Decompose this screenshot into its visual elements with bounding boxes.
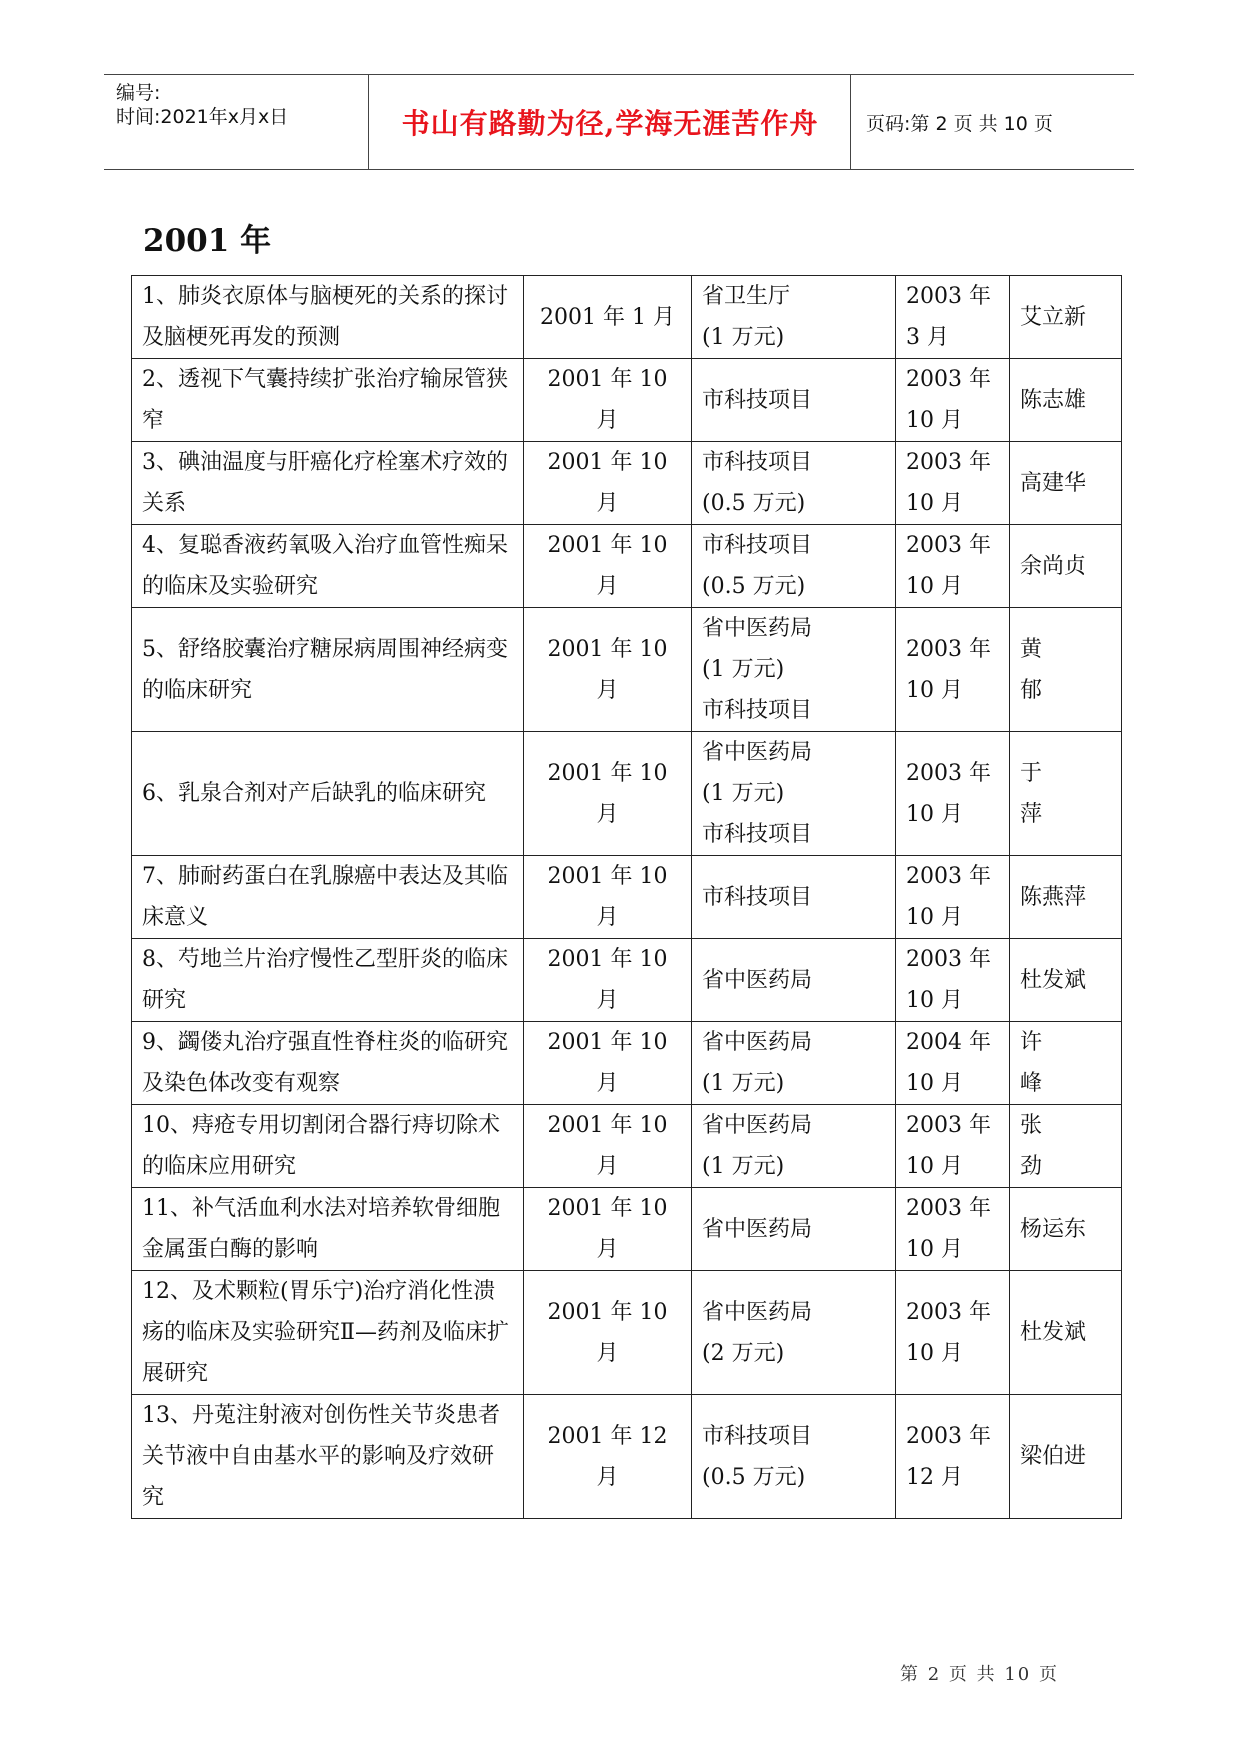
funding-source-line: 省中医药局 [702, 1030, 813, 1055]
project-title-cell: 1、肺炎衣原体与脑梗死的关系的探讨及脑梗死再发的预测 [132, 276, 524, 359]
funding-source-line: 省中医药局 [702, 1299, 813, 1325]
header-motto-cell [370, 75, 851, 169]
funding-source-line: 市科技项目 [702, 387, 813, 413]
start-date-cell: 2001 年 10 月 [524, 856, 692, 939]
end-date-cell [896, 525, 1010, 608]
project-title-cell: 9、蠲偻丸治疗强直性脊柱炎的临研究及染色体改变有观察 [132, 1022, 524, 1105]
table-row [132, 1022, 1122, 1105]
table-row [132, 1271, 1122, 1395]
end-date-line: 2003 年 [906, 450, 991, 475]
project-table-body [132, 276, 1122, 1519]
end-date-cell [896, 1395, 1010, 1519]
person-cell: 余尚贞 [1010, 525, 1122, 608]
end-date-cell [896, 608, 1010, 732]
person-cell: 陈燕萍 [1010, 856, 1122, 939]
table-row [132, 608, 1122, 732]
person-cell: 杜发斌 [1010, 939, 1122, 1022]
project-title-cell: 7、肺耐药蛋白在乳腺癌中表达及其临床意义 [132, 856, 524, 939]
person-cell: 于萍 [1010, 732, 1122, 856]
person-cell: 艾立新 [1010, 276, 1122, 359]
funding-source-line: 市科技项目 [702, 450, 813, 475]
project-title-cell: 10、痔疮专用切割闭合器行痔切除术的临床应用研究 [132, 1105, 524, 1188]
table-row [132, 939, 1122, 1022]
funding-source-line: (1 万元) [702, 1071, 785, 1096]
end-date-line: 10 月 [906, 574, 963, 599]
end-date-line: 10 月 [906, 408, 963, 433]
funding-source-line: (0.5 万元) [702, 1464, 806, 1490]
funding-source-cell [692, 1105, 896, 1188]
end-date-cell [896, 442, 1010, 525]
funding-source-line: (2 万元) [702, 1340, 785, 1366]
table-row [132, 525, 1122, 608]
funding-source-line: 市科技项目 [702, 533, 813, 558]
end-date-line: 2003 年 [906, 367, 991, 392]
end-date-line: 12 月 [906, 1464, 963, 1490]
start-date-cell: 2001 年 10 月 [524, 525, 692, 608]
start-date-cell: 2001 年 10 月 [524, 732, 692, 856]
end-date-cell [896, 1105, 1010, 1188]
end-date-line: 10 月 [906, 1154, 963, 1179]
project-title-cell: 3、碘油温度与肝癌化疗栓塞术疗效的关系 [132, 442, 524, 525]
table-row [132, 1395, 1122, 1519]
end-date-line: 2003 年 [906, 1196, 991, 1221]
end-date-line: 10 月 [906, 677, 963, 703]
start-date-cell: 2001 年 1 月 [524, 276, 692, 359]
funding-source-line: 市科技项目 [702, 698, 813, 723]
end-date-line: 10 月 [906, 905, 963, 930]
project-title-cell: 11、补气活血利水法对培养软骨细胞金属蛋白酶的影响 [132, 1188, 524, 1271]
funding-source-line: (1 万元) [702, 657, 785, 682]
funding-source-cell [692, 608, 896, 732]
end-date-line: 10 月 [906, 801, 963, 827]
person-cell: 杨运东 [1010, 1188, 1122, 1271]
end-date-line: 2003 年 [906, 533, 991, 558]
project-title-cell: 6、乳泉合剂对产后缺乳的临床研究 [132, 732, 524, 856]
table-row [132, 442, 1122, 525]
project-title-cell: 2、透视下气囊持续扩张治疗输尿管狭窄 [132, 359, 524, 442]
section-title: 2001 年 [143, 223, 272, 259]
header-motto: 书山有路勤为径,学海无涯苦作舟 [401, 107, 819, 140]
funding-source-line: 省中医药局 [702, 616, 813, 641]
funding-source-line: 省中医药局 [702, 740, 813, 765]
end-date-cell [896, 1271, 1010, 1395]
end-date-line: 10 月 [906, 1071, 963, 1096]
end-date-line: 10 月 [906, 1340, 963, 1366]
end-date-line: 2003 年 [906, 284, 991, 309]
project-title-cell: 13、丹莵注射液对创伤性关节炎患者关节液中自由基水平的影响及疗效研究 [132, 1395, 524, 1519]
end-date-line: 3 月 [906, 325, 949, 350]
funding-source-line: 省卫生厅 [702, 284, 791, 309]
end-date-cell [896, 1022, 1010, 1105]
funding-source-cell [692, 525, 896, 608]
funding-source-cell [692, 359, 896, 442]
project-title-cell: 4、复聪香液药氧吸入治疗血管性痴呆的临床及实验研究 [132, 525, 524, 608]
header-page-info: 页码:第 2 页 共 10 页 [866, 112, 1053, 135]
start-date-cell: 2001 年 10 月 [524, 1022, 692, 1105]
funding-source-cell [692, 1022, 896, 1105]
person-cell: 杜发斌 [1010, 1271, 1122, 1395]
funding-source-cell [692, 442, 896, 525]
funding-source-cell [692, 1188, 896, 1271]
funding-source-cell [692, 732, 896, 856]
end-date-cell [896, 1188, 1010, 1271]
project-title-cell: 8、芍地兰片治疗慢性乙型肝炎的临床研究 [132, 939, 524, 1022]
project-title-cell: 5、舒络胶囊治疗糖尿病周围神经病变的临床研究 [132, 608, 524, 732]
table-row [132, 1188, 1122, 1271]
start-date-cell: 2001 年 10 月 [524, 442, 692, 525]
start-date-cell: 2001 年 10 月 [524, 1188, 692, 1271]
end-date-line: 10 月 [906, 491, 963, 516]
funding-source-line: 省中医药局 [702, 1216, 813, 1242]
funding-source-line: (1 万元) [702, 325, 785, 350]
person-cell: 高建华 [1010, 442, 1122, 525]
end-date-cell [896, 856, 1010, 939]
end-date-line: 2003 年 [906, 1299, 991, 1325]
funding-source-line: 市科技项目 [702, 1423, 813, 1449]
funding-source-cell [692, 856, 896, 939]
start-date-cell: 2001 年 10 月 [524, 939, 692, 1022]
end-date-line: 2003 年 [906, 864, 991, 889]
end-date-line: 2004 年 [906, 1030, 991, 1055]
person-cell: 张劲 [1010, 1105, 1122, 1188]
funding-source-cell [692, 1271, 896, 1395]
end-date-line: 2003 年 [906, 947, 991, 972]
end-date-line: 2003 年 [906, 1113, 991, 1138]
person-cell: 陈志雄 [1010, 359, 1122, 442]
start-date-cell: 2001 年 12 月 [524, 1395, 692, 1519]
end-date-cell [896, 939, 1010, 1022]
table-row [132, 732, 1122, 856]
header-meta [104, 75, 369, 169]
end-date-line: 2003 年 [906, 1423, 991, 1449]
person-cell: 梁伯进 [1010, 1395, 1122, 1519]
end-date-cell [896, 732, 1010, 856]
project-table [131, 275, 1122, 1519]
funding-source-line: 省中医药局 [702, 1113, 813, 1138]
person-cell: 许峰 [1010, 1022, 1122, 1105]
end-date-line: 10 月 [906, 1237, 963, 1262]
funding-source-cell [692, 276, 896, 359]
end-date-line: 2003 年 [906, 636, 991, 662]
project-title-cell: 12、及术颗粒(胃乐宁)治疗消化性溃疡的临床及实验研究Ⅱ—药剂及临床扩展研究 [132, 1271, 524, 1395]
funding-source-line: (0.5 万元) [702, 491, 806, 516]
start-date-cell: 2001 年 10 月 [524, 608, 692, 732]
funding-source-line: (0.5 万元) [702, 574, 806, 599]
person-cell: 黄郁 [1010, 608, 1122, 732]
end-date-line: 2003 年 [906, 760, 991, 786]
table-row [132, 276, 1122, 359]
start-date-cell: 2001 年 10 月 [524, 1271, 692, 1395]
start-date-cell: 2001 年 10 月 [524, 359, 692, 442]
funding-source-line: (1 万元) [702, 781, 785, 806]
table-row [132, 359, 1122, 442]
funding-source-line: 市科技项目 [702, 884, 813, 910]
funding-source-cell [692, 1395, 896, 1519]
start-date-cell: 2001 年 10 月 [524, 1105, 692, 1188]
page-header [104, 74, 1134, 170]
page-footer: 第 2 页 共 10 页 [900, 1664, 1059, 1685]
funding-source-cell [692, 939, 896, 1022]
document-number-label: 编号: [116, 82, 161, 104]
end-date-line: 10 月 [906, 988, 963, 1013]
table-row [132, 1105, 1122, 1188]
document-time-label: 时间:2021年x月x日 [116, 106, 289, 128]
table-row [132, 856, 1122, 939]
funding-source-line: 市科技项目 [702, 822, 813, 847]
end-date-cell [896, 276, 1010, 359]
end-date-cell [896, 359, 1010, 442]
funding-source-line: 省中医药局 [702, 967, 813, 993]
funding-source-line: (1 万元) [702, 1154, 785, 1179]
